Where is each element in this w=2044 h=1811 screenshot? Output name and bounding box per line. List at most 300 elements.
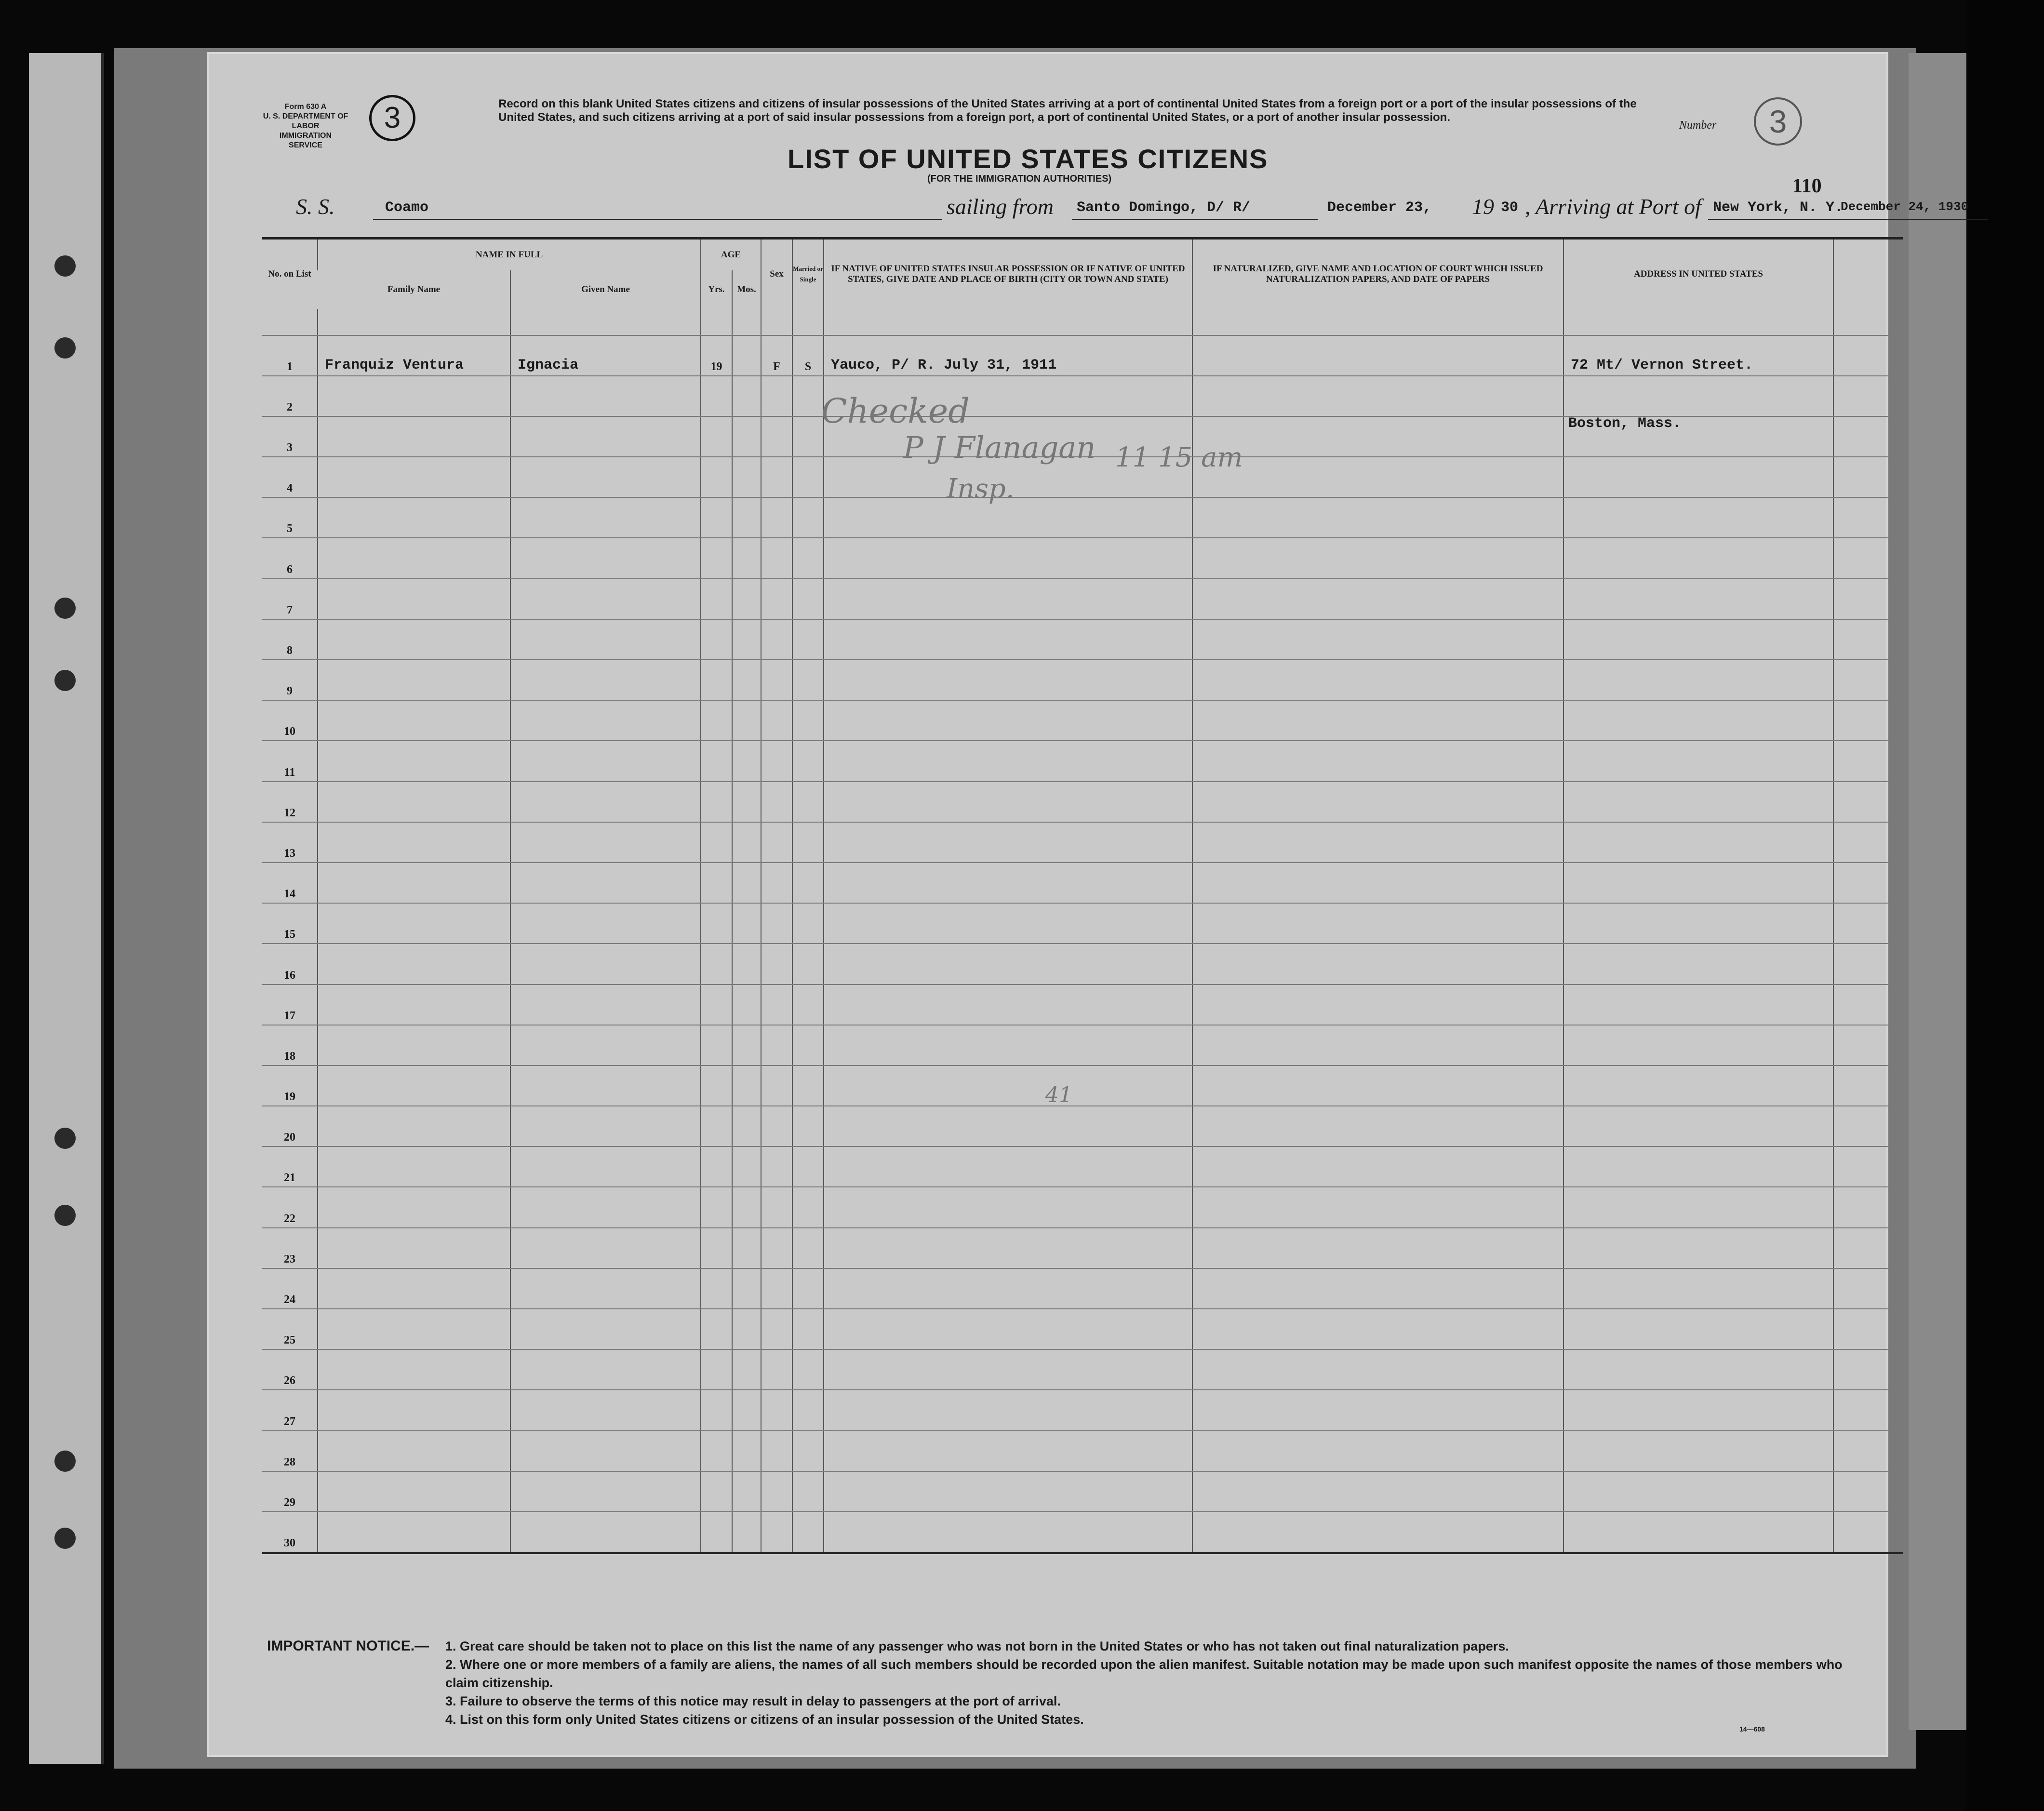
family-name <box>318 782 510 822</box>
row-number: 10 <box>262 700 318 741</box>
age-months <box>732 1025 761 1065</box>
marital-status <box>792 1187 824 1227</box>
marital-status <box>792 660 824 700</box>
family-name <box>318 741 510 781</box>
col-sex: Sex <box>761 239 792 309</box>
marital-status <box>792 903 824 944</box>
blank-cell <box>1833 1309 1903 1349</box>
sex <box>761 1228 792 1268</box>
table-row <box>262 782 1903 822</box>
blank-cell <box>1833 1268 1903 1309</box>
blank-cell <box>1833 1146 1903 1187</box>
notice-item: 3. Failure to observe the terms of this notice may result in delay to passengers at the port of arrival. <box>445 1694 1061 1708</box>
col-age: AGE <box>701 239 761 270</box>
marital-status <box>792 944 824 984</box>
naturalization <box>1192 1309 1563 1349</box>
sex <box>761 863 792 903</box>
naturalization <box>1192 1431 1563 1471</box>
age-months <box>732 457 761 497</box>
blank-cell <box>1833 1471 1903 1512</box>
blank-cell <box>1833 376 1903 416</box>
marital-status <box>792 1390 824 1430</box>
naturalization <box>1192 700 1563 741</box>
sex <box>761 1390 792 1430</box>
given-name <box>510 903 701 944</box>
departure-date: December 23, <box>1327 200 1432 216</box>
address <box>1563 1025 1833 1065</box>
blank-cell <box>1833 782 1903 822</box>
page-mark: 41 <box>1045 1083 1072 1107</box>
family-name <box>318 700 510 741</box>
birth-place-date <box>824 1268 1192 1309</box>
family-name <box>318 1268 510 1309</box>
birth-place-date <box>824 863 1192 903</box>
age-years <box>701 497 732 538</box>
row-number: 30 <box>262 1512 318 1553</box>
row-number: 9 <box>262 660 318 700</box>
family-name <box>318 985 510 1025</box>
table-row <box>262 1349 1903 1390</box>
naturalization <box>1192 1228 1563 1268</box>
naturalization <box>1192 1268 1563 1309</box>
marital-status <box>792 1431 824 1471</box>
age-years <box>701 1512 732 1553</box>
given-name <box>510 741 701 781</box>
punch-hole <box>54 255 76 277</box>
naturalization <box>1192 660 1563 700</box>
row-number: 6 <box>262 538 318 578</box>
marital-status <box>792 376 824 416</box>
birth-place-date <box>824 660 1192 700</box>
punch-hole <box>54 598 76 619</box>
sex <box>761 944 792 984</box>
col-yrs: Yrs. <box>701 270 732 309</box>
age-years <box>701 944 732 984</box>
birth-place-date <box>824 1349 1192 1390</box>
handwritten-insp: Insp. <box>947 473 1015 505</box>
right-margin <box>1909 53 1966 1730</box>
sex <box>761 1025 792 1065</box>
family-name <box>318 1390 510 1430</box>
address <box>1563 863 1833 903</box>
age-years <box>701 1106 732 1146</box>
table-row <box>262 660 1903 700</box>
family-name <box>318 660 510 700</box>
col-given-name: Given Name <box>510 270 701 309</box>
notice-heading: IMPORTANT NOTICE.— <box>267 1638 429 1654</box>
sex <box>761 1349 792 1390</box>
age-years <box>701 1146 732 1187</box>
sailing-label: sailing from <box>947 194 1054 219</box>
birth-place-date <box>824 1228 1192 1268</box>
row-number: 13 <box>262 822 318 863</box>
table-row <box>262 1146 1903 1187</box>
family-name <box>318 863 510 903</box>
number-label: Number <box>1679 119 1717 132</box>
birth-place-date <box>824 1025 1192 1065</box>
row-number: 28 <box>262 1431 318 1471</box>
sex <box>761 457 792 497</box>
address <box>1563 619 1833 660</box>
birth-place-date <box>824 1431 1192 1471</box>
age-months <box>732 1187 761 1227</box>
naturalization <box>1192 497 1563 538</box>
sex <box>761 376 792 416</box>
table-row <box>262 1025 1903 1065</box>
age-months <box>732 660 761 700</box>
age-months <box>732 416 761 457</box>
given-name <box>510 782 701 822</box>
table-row <box>262 863 1903 903</box>
given-name <box>510 579 701 619</box>
sex <box>761 1065 792 1106</box>
blank-cell <box>1833 1390 1903 1430</box>
address <box>1563 457 1833 497</box>
sex <box>761 1309 792 1349</box>
row-number: 17 <box>262 985 318 1025</box>
given-name <box>510 1187 701 1227</box>
age-months <box>732 1309 761 1349</box>
col-number: No. on List <box>268 268 311 279</box>
col-address: ADDRESS IN UNITED STATES <box>1563 239 1833 309</box>
col-mos: Mos. <box>732 270 761 309</box>
underline <box>1072 219 1318 220</box>
ship-name: Coamo <box>385 200 429 216</box>
naturalization <box>1192 822 1563 863</box>
age-months <box>732 1349 761 1390</box>
age-years <box>701 660 732 700</box>
marital-status <box>792 700 824 741</box>
age-years <box>701 1025 732 1065</box>
sex <box>761 741 792 781</box>
age-years <box>701 903 732 944</box>
family-name <box>318 579 510 619</box>
table-row <box>262 538 1903 578</box>
manifest-page <box>207 52 1969 1757</box>
punch-hole <box>54 337 76 359</box>
marital-status <box>792 1309 824 1349</box>
underline <box>373 219 942 220</box>
marital-status <box>792 416 824 457</box>
given-name <box>510 1025 701 1065</box>
family-name <box>318 1512 510 1553</box>
table-row <box>262 1065 1903 1106</box>
age-months <box>732 700 761 741</box>
naturalization <box>1192 335 1563 376</box>
given-name <box>510 1268 701 1309</box>
given-name <box>510 416 701 457</box>
marital-status <box>792 579 824 619</box>
table-row <box>262 1390 1903 1430</box>
address <box>1563 985 1833 1025</box>
given-name <box>510 1146 701 1187</box>
row-number: 5 <box>262 497 318 538</box>
marital-status <box>792 497 824 538</box>
birth-place-date <box>824 1471 1192 1512</box>
row-number: 3 <box>262 416 318 457</box>
row-number: 23 <box>262 1228 318 1268</box>
blank-cell <box>1833 416 1903 457</box>
row-number: 11 <box>262 741 318 781</box>
table-row <box>262 335 1903 376</box>
blank-cell <box>1833 1512 1903 1553</box>
table-row <box>262 903 1903 944</box>
address-line-2: Boston, Mass. <box>1568 415 1682 432</box>
given-name <box>510 1065 701 1106</box>
table-row <box>262 619 1903 660</box>
table-row <box>262 700 1903 741</box>
naturalization <box>1192 741 1563 781</box>
page-stamp-number: 110 <box>1792 175 1822 197</box>
ss-label: S. S. <box>296 194 335 219</box>
given-name <box>510 1228 701 1268</box>
sex <box>761 822 792 863</box>
naturalization <box>1192 1106 1563 1146</box>
notice-item: 2. Where one or more members of a family are aliens, the names of all such members should be recorded upon the alien manifest. Suitable notation may be made upon such manifest opposite the names of those members who claim citizenship. <box>445 1657 1843 1690</box>
table-row <box>262 1106 1903 1146</box>
row-number: 14 <box>262 863 318 903</box>
blank-cell <box>1833 1106 1903 1146</box>
age-months <box>732 782 761 822</box>
service: IMMIGRATION SERVICE <box>279 132 332 149</box>
naturalization <box>1192 863 1563 903</box>
age-months <box>732 1390 761 1430</box>
address <box>1563 1228 1833 1268</box>
marital-status: S <box>792 335 824 376</box>
age-months <box>732 1431 761 1471</box>
marital-status <box>792 741 824 781</box>
age-months <box>732 619 761 660</box>
record-instructions: Record on this blank United States citizens and citizens of insular possessions of the United States arriving at a port of continental United States from a foreign port or a port of the insular possessions of the United States, and such citizens arriving at a port of said insular possessions from a foreign port, a port of continental United States, or a port of another insular possession. <box>498 97 1637 124</box>
row-number: 1 <box>262 335 318 376</box>
table-row <box>262 1431 1903 1471</box>
address <box>1563 1146 1833 1187</box>
sex <box>761 619 792 660</box>
naturalization <box>1192 944 1563 984</box>
given-name <box>510 1512 701 1553</box>
blank-cell <box>1833 1187 1903 1227</box>
sex <box>761 579 792 619</box>
list-number: 3 <box>1754 97 1802 146</box>
marital-status <box>792 822 824 863</box>
family-name <box>318 416 510 457</box>
table-row <box>262 1471 1903 1512</box>
row-number: 29 <box>262 1471 318 1512</box>
sex <box>761 538 792 578</box>
blank-cell <box>1833 903 1903 944</box>
table-row <box>262 822 1903 863</box>
marital-status <box>792 863 824 903</box>
row-number: 27 <box>262 1390 318 1430</box>
given-name: Ignacia <box>510 335 701 376</box>
blank-cell <box>1833 619 1903 660</box>
birth-place-date <box>824 1390 1192 1430</box>
punch-hole <box>54 670 76 691</box>
row-number: 25 <box>262 1309 318 1349</box>
given-name <box>510 1431 701 1471</box>
year-prefix: 19 <box>1472 194 1494 219</box>
table-row <box>262 1187 1903 1227</box>
age-years <box>701 457 732 497</box>
given-name <box>510 1390 701 1430</box>
table-row <box>262 1228 1903 1268</box>
address <box>1563 1349 1833 1390</box>
blank-cell <box>1833 660 1903 700</box>
handwritten-time: 11 15 am <box>1115 442 1243 473</box>
page-subtitle: (FOR THE IMMIGRATION AUTHORITIES) <box>927 173 1112 184</box>
age-months <box>732 1146 761 1187</box>
binder-strip <box>29 53 104 1764</box>
address <box>1563 782 1833 822</box>
blank-cell <box>1833 1228 1903 1268</box>
row-number: 21 <box>262 1146 318 1187</box>
naturalization <box>1192 457 1563 497</box>
blank-cell <box>1833 822 1903 863</box>
notice-item: 1. Great care should be taken not to place on this list the name of any passenger who was not born in the United States or who has not taken out final naturalization papers. <box>445 1639 1509 1653</box>
birth-place-date <box>824 741 1192 781</box>
row-number: 15 <box>262 903 318 944</box>
naturalization <box>1192 376 1563 416</box>
age-months <box>732 335 761 376</box>
address <box>1563 1471 1833 1512</box>
family-name <box>318 1065 510 1106</box>
family-name <box>318 1106 510 1146</box>
naturalization <box>1192 903 1563 944</box>
age-years <box>701 1228 732 1268</box>
row-number: 20 <box>262 1106 318 1146</box>
blank-cell <box>1833 700 1903 741</box>
blank-cell <box>1833 944 1903 984</box>
marital-status <box>792 782 824 822</box>
birth-place-date <box>824 619 1192 660</box>
family-name <box>318 1349 510 1390</box>
address: 72 Mt/ Vernon Street. <box>1563 335 1833 376</box>
sex <box>761 985 792 1025</box>
naturalization <box>1192 579 1563 619</box>
family-name <box>318 1146 510 1187</box>
punch-hole <box>54 1451 76 1472</box>
age-years <box>701 416 732 457</box>
age-months <box>732 1228 761 1268</box>
naturalization <box>1192 538 1563 578</box>
given-name <box>510 985 701 1025</box>
sex <box>761 1106 792 1146</box>
address <box>1563 376 1833 416</box>
handwritten-checked: Checked <box>821 391 970 431</box>
given-name <box>510 538 701 578</box>
birth-place-date: Yauco, P/ R. July 31, 1911 <box>824 335 1192 376</box>
sex <box>761 700 792 741</box>
arrival-date: December 24, 1930 <box>1841 200 1969 214</box>
page-title: LIST OF UNITED STATES CITIZENS <box>788 144 1269 174</box>
sex <box>761 903 792 944</box>
row-number: 22 <box>262 1187 318 1227</box>
naturalization <box>1192 1512 1563 1553</box>
given-name <box>510 863 701 903</box>
table-row <box>262 497 1903 538</box>
blank-cell <box>1833 457 1903 497</box>
col-name-in-full: NAME IN FULL <box>318 239 701 270</box>
naturalization <box>1192 1471 1563 1512</box>
family-name <box>318 1228 510 1268</box>
naturalization <box>1192 985 1563 1025</box>
handwritten-inspector: P J Flanagan <box>903 430 1096 465</box>
age-months <box>732 1512 761 1553</box>
naturalization <box>1192 1390 1563 1430</box>
punch-hole <box>54 1205 76 1226</box>
family-name <box>318 1309 510 1349</box>
given-name <box>510 660 701 700</box>
blank-cell <box>1833 1431 1903 1471</box>
form-number: Form 630 A <box>284 103 327 111</box>
age-months <box>732 538 761 578</box>
birth-place-date <box>824 985 1192 1025</box>
blank-cell <box>1833 1065 1903 1106</box>
given-name <box>510 822 701 863</box>
birth-place-date <box>824 1146 1192 1187</box>
age-years <box>701 782 732 822</box>
sex <box>761 1187 792 1227</box>
birth-place-date <box>824 944 1192 984</box>
age-months <box>732 903 761 944</box>
age-months <box>732 1471 761 1512</box>
blank-cell <box>1833 579 1903 619</box>
sex <box>761 782 792 822</box>
col-birth: IF NATIVE OF UNITED STATES INSULAR POSSESSION OR IF NATIVE OF UNITED STATES, GIVE DATE AND PLACE OF BIRTH (CITY OR TOWN AND STATE) <box>824 239 1192 309</box>
sex <box>761 1431 792 1471</box>
age-months <box>732 579 761 619</box>
table-row <box>262 741 1903 781</box>
family-name <box>318 457 510 497</box>
sex <box>761 416 792 457</box>
marital-status <box>792 619 824 660</box>
marital-status <box>792 1228 824 1268</box>
notice-item: 4. List on this form only United States citizens or citizens of an insular possession of the United States. <box>445 1712 1084 1727</box>
naturalization <box>1192 782 1563 822</box>
form-header <box>262 102 349 150</box>
blank-cell <box>1833 741 1903 781</box>
family-name <box>318 1025 510 1065</box>
address <box>1563 741 1833 781</box>
birth-place-date <box>824 1309 1192 1349</box>
voyage-line <box>296 194 1969 227</box>
birth-place-date <box>824 700 1192 741</box>
naturalization <box>1192 416 1563 457</box>
family-name: Franquiz Ventura <box>318 335 510 376</box>
address <box>1563 944 1833 984</box>
naturalization <box>1192 1187 1563 1227</box>
naturalization <box>1192 1065 1563 1106</box>
col-blank <box>1833 239 1903 309</box>
age-years <box>701 1471 732 1512</box>
family-name <box>318 376 510 416</box>
marital-status <box>792 1349 824 1390</box>
age-years <box>701 1309 732 1349</box>
age-months <box>732 822 761 863</box>
age-years <box>701 579 732 619</box>
family-name <box>318 538 510 578</box>
given-name <box>510 457 701 497</box>
address <box>1563 1187 1833 1227</box>
marital-status <box>792 1106 824 1146</box>
department: U. S. DEPARTMENT OF LABOR <box>263 112 348 130</box>
row-number: 4 <box>262 457 318 497</box>
address <box>1563 1309 1833 1349</box>
marital-status <box>792 1268 824 1309</box>
sex <box>761 1146 792 1187</box>
birth-place-date <box>824 579 1192 619</box>
blank-cell <box>1833 335 1903 376</box>
